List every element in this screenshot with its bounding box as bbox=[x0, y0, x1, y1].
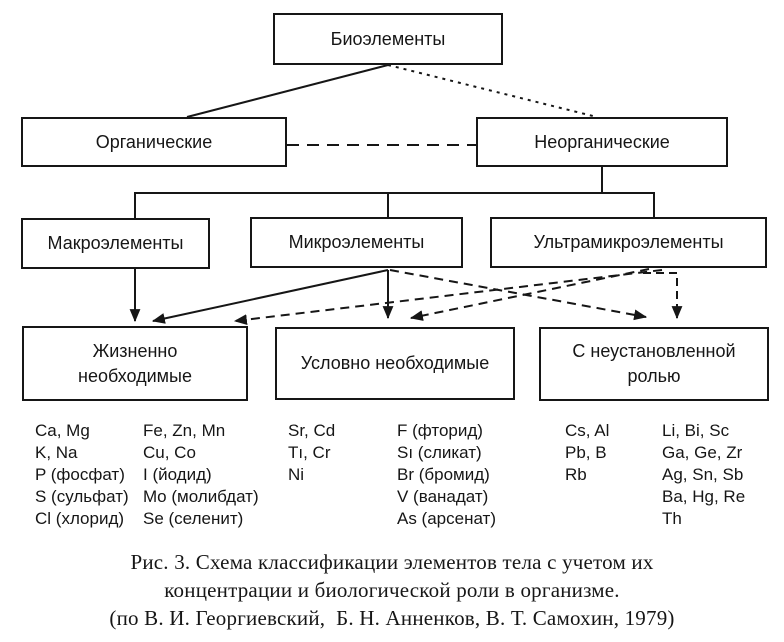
node-vital bbox=[22, 326, 248, 401]
element-list-item: Br (бромид) bbox=[397, 465, 490, 484]
element-list-item: I (йодид) bbox=[143, 465, 212, 484]
element-list-item: Cl (хлорид) bbox=[35, 509, 125, 528]
unknown-elements-column-1 bbox=[565, 420, 609, 486]
element-list-item: Pb, B bbox=[565, 443, 607, 462]
element-list-item: K, Na bbox=[35, 443, 78, 462]
element-list-item: Ag, Sn, Sb bbox=[662, 465, 744, 484]
node-inorganic bbox=[476, 117, 728, 167]
node-organic bbox=[21, 117, 287, 167]
node-organic-label: Органические bbox=[95, 131, 213, 152]
arrow-micro-vital bbox=[153, 270, 388, 321]
caption-line-3: (по В. И. Георгиевский, Б. Н. Анненков, В. Т. Самохин, 1979) bbox=[109, 606, 675, 630]
element-list-item: Mo (молибдат) bbox=[143, 487, 259, 506]
edge-bio-inorganic bbox=[388, 65, 597, 117]
node-unknown-role-label-line2: ролью bbox=[627, 366, 681, 386]
caption-line-2: концентрации и биологической роли в организме. bbox=[164, 578, 620, 602]
vital-elements-column-2 bbox=[143, 420, 259, 530]
element-list-item: Th bbox=[662, 509, 682, 528]
node-bioelements-label: Биоэлементы bbox=[330, 28, 446, 49]
element-list-item: Li, Bi, Sc bbox=[662, 421, 730, 440]
arrow-micro-unknown bbox=[390, 270, 646, 317]
element-list-item: V (ванадат) bbox=[397, 487, 489, 506]
element-list-item: Se (селенит) bbox=[143, 509, 244, 528]
element-list-item: S (сульфат) bbox=[35, 487, 129, 506]
node-macroelements-label: Макроэлементы bbox=[47, 233, 184, 253]
arrow-ultramicro-unknown bbox=[643, 273, 677, 318]
node-conditionally-essential-label: Условно необходимые bbox=[300, 353, 490, 373]
element-list-item: P (фосфат) bbox=[35, 465, 125, 484]
element-list-item: F (фторид) bbox=[397, 421, 483, 440]
node-vital-label-line2: необходимые bbox=[78, 365, 192, 386]
vital-elements-column-1 bbox=[35, 420, 129, 530]
node-microelements bbox=[250, 217, 463, 268]
element-list-item: Ba, Hg, Re bbox=[662, 487, 746, 506]
element-list-item: Fe, Zn, Mn bbox=[143, 421, 226, 440]
element-list-item: Ni bbox=[288, 465, 305, 484]
node-inorganic-label: Неорганические bbox=[534, 131, 670, 152]
element-list-item: Sr, Cd bbox=[288, 421, 336, 440]
edge-bio-organic bbox=[187, 65, 388, 117]
node-macroelements bbox=[21, 218, 210, 269]
unknown-elements-column-2 bbox=[662, 420, 745, 530]
node-bioelements bbox=[273, 13, 503, 65]
node-ultramicroelements bbox=[490, 217, 767, 268]
node-vital-label-line1: Жизненно bbox=[92, 340, 178, 361]
element-list-item: Cs, Al bbox=[565, 421, 610, 440]
node-ultramicroelements-label: Ультрамикроэлементы bbox=[533, 232, 724, 252]
element-list-item: As (арсенат) bbox=[397, 509, 497, 528]
figure-caption bbox=[0, 548, 784, 632]
element-list-item: Tı, Cr bbox=[288, 443, 331, 462]
caption-line-1: Рис. 3. Схема классификации элементов тела с учетом их bbox=[130, 550, 654, 574]
node-unknown-role bbox=[539, 327, 769, 401]
element-list-item: Rb bbox=[565, 465, 587, 484]
element-list-item: Ga, Ge, Zr bbox=[662, 443, 743, 462]
conditional-elements-column-1 bbox=[288, 420, 335, 486]
arrow-ultramicro-vital bbox=[235, 270, 662, 321]
element-list-item: Sı (сликат) bbox=[397, 443, 482, 462]
node-unknown-role-label-line1: С неустановленной bbox=[572, 341, 736, 361]
conditional-elements-column-2 bbox=[397, 420, 496, 530]
element-list-item: Cu, Co bbox=[143, 443, 196, 462]
node-microelements-label: Микроэлементы bbox=[288, 232, 425, 252]
node-conditionally-essential bbox=[275, 327, 515, 400]
element-list-item: Ca, Mg bbox=[35, 421, 90, 440]
